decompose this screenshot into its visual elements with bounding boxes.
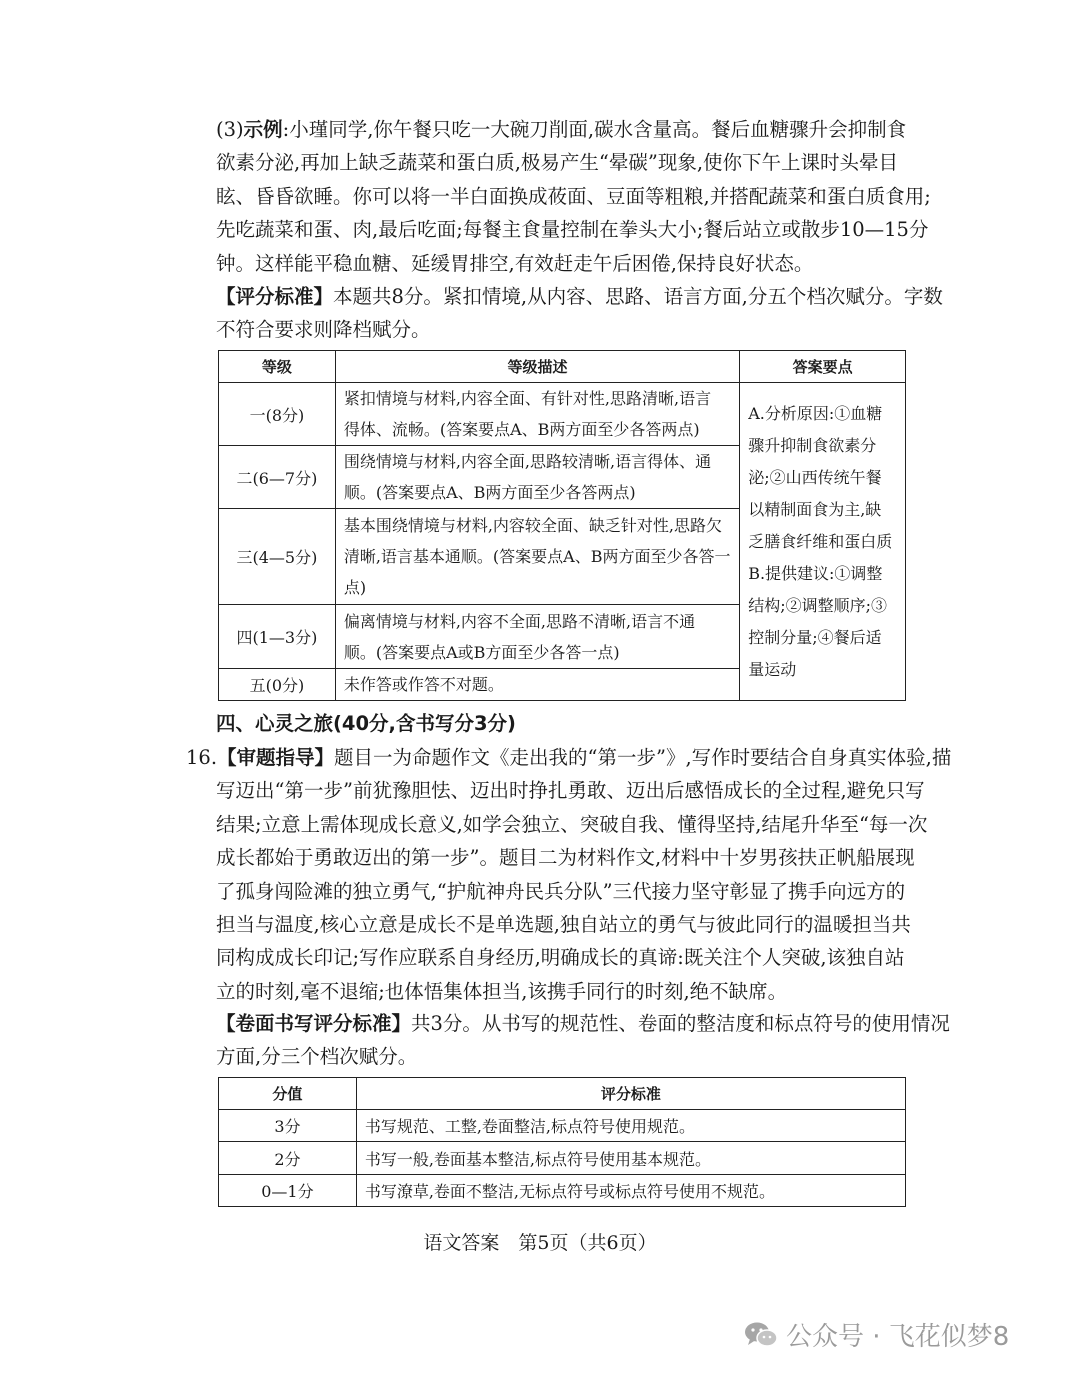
wechat-icon — [744, 1321, 778, 1349]
question-line: 成长都始于勇敢迈出的第一步”。题目二为材料作文,材料中十岁男孩扶正帆船展现 — [216, 846, 915, 870]
header-score: 分值 — [219, 1078, 357, 1110]
scoring-text: 共3分。从书写的规范性、卷面的整洁度和标点符号的使用情况 — [411, 1012, 950, 1035]
description-line: 清晰,语言基本通顺。(答案要点A、B两方面至少各答一 — [343, 547, 731, 566]
description-line: 得体、流畅。(答案要点A、B两方面至少各答两点) — [343, 420, 700, 439]
grading-row — [219, 383, 906, 446]
handwriting-row — [219, 1142, 906, 1175]
header-criteria: 评分标准 — [356, 1078, 905, 1110]
section-title: 四、心灵之旅(40分,含书写分3分) — [216, 712, 516, 735]
scoring-criteria-2 — [216, 1007, 950, 1074]
answer-3-line: 欲素分泌,再加上缺乏蔬菜和蛋白质,极易产生“晕碳”现象,使你下午上课时头晕目 — [216, 151, 899, 175]
description-cell — [335, 383, 739, 446]
grade-cell: 五(0分) — [219, 669, 336, 701]
question-line — [186, 741, 952, 774]
answer-point-line: A.分析原因:①血糖 — [748, 403, 883, 423]
scoring-line — [216, 280, 943, 313]
description-line: 未作答或作答不对题。 — [343, 675, 504, 694]
watermark — [744, 1316, 1009, 1353]
grading-table — [218, 350, 906, 701]
description-line: 基本围绕情境与材料,内容较全面、缺乏针对性,思路欠 — [343, 516, 723, 535]
question-line: 结果;立意上需体现成长意义,如学会独立、突破自我、懂得坚持,结尾升华至“每一次 — [216, 812, 928, 836]
answer-3-paragraph — [216, 113, 931, 280]
answer-point-line: 骤升抑制食欲素分 — [748, 435, 877, 455]
grading-table-header — [219, 351, 906, 383]
question-line: 了孤身闯险滩的独立勇气,“护航神舟民兵分队”三代接力坚守彰显了携手向远方的 — [216, 879, 906, 903]
answer-label: (3) — [216, 118, 244, 141]
question-line: 同构成成长印记;写作应联系自身经历,明确成长的真谛:既关注个人突破,该独自站 — [216, 946, 905, 970]
description-cell — [335, 605, 739, 669]
description-line: 顺。(答案要点A或B方面至少各答一点) — [343, 642, 620, 662]
question-text: 题目一为命题作文《走出我的“第一步”》,写作时要结合自身真实体验,描 — [334, 746, 952, 769]
description-line: 偏离情境与材料,内容不全面,思路不清晰,语言不通 — [343, 611, 696, 631]
criteria-cell: 书写规范、工整,卷面整洁,标点符号使用规范。 — [356, 1110, 905, 1142]
scoring-line: 不符合要求则降档赋分。 — [216, 318, 431, 342]
scoring-criteria-1 — [216, 280, 943, 347]
answer-3-line: 先吃蔬菜和蛋、肉,最后吃面;每餐主食量控制在拳头大小;餐后站立或散步10—15分 — [216, 218, 929, 242]
answer-point-line: 量运动 — [748, 659, 797, 679]
answer-points-cell — [740, 383, 906, 701]
answer-text: :小瑾同学,你午餐只吃一大碗刀削面,碳水含量高。餐后血糖骤升会抑制食 — [282, 118, 907, 141]
criteria-cell: 书写潦草,卷面不整洁,无标点符号或标点符号使用不规范。 — [356, 1175, 905, 1207]
header-description: 等级描述 — [335, 351, 739, 383]
score-cell: 3分 — [219, 1110, 357, 1142]
description-line: 顺。(答案要点A、B两方面至少各答两点) — [343, 483, 636, 502]
question-16 — [186, 741, 952, 1008]
answer-point-line: 控制分量;④餐后适 — [748, 627, 882, 647]
description-cell — [335, 669, 739, 701]
score-cell: 0—1分 — [219, 1175, 357, 1207]
grade-cell: 三(4—5分) — [219, 509, 336, 605]
scoring-label: 【评分标准】 — [216, 285, 334, 308]
question-line: 担当与温度,核心立意是成长不是单选题,独自站立的勇气与彼此同行的温暖担当共 — [216, 912, 911, 936]
description-cell — [335, 509, 739, 605]
handwriting-table-header — [219, 1078, 906, 1110]
guidance-label: 【审题指导】 — [217, 746, 335, 769]
scoring-label: 【卷面书写评分标准】 — [216, 1012, 412, 1035]
answer-3-line: 眩、昏昏欲睡。你可以将一半白面换成莜面、豆面等粗粮,并搭配蔬菜和蛋白质食用; — [216, 184, 931, 208]
answer-point-line: 乏膳食纤维和蛋白质 — [748, 531, 893, 551]
answer-point-line: B.提供建议:①调整 — [748, 563, 883, 583]
scoring-line — [216, 1007, 950, 1040]
description-line: 紧扣情境与材料,内容全面、有针对性,思路清晰,语言 — [343, 389, 712, 408]
description-line: 点) — [343, 578, 367, 597]
question-number: 16. — [186, 746, 218, 769]
page-footer: 语文答案 第5页（共6页） — [423, 1232, 657, 1254]
description-line: 围绕情境与材料,内容全面,思路较清晰,语言得体、通 — [343, 452, 712, 471]
answer-point-line: 以精制面食为主,缺 — [748, 499, 882, 519]
answer-3-line: 钟。这样能平稳血糖、延缓胃排空,有效赶走午后困倦,保持良好状态。 — [216, 251, 814, 275]
header-answer-points: 答案要点 — [740, 351, 906, 383]
watermark-text: 公众号 · 飞花似梦8 — [786, 1322, 1010, 1352]
description-cell — [335, 446, 739, 509]
answer-point-line: 泌;②山西传统午餐 — [748, 467, 882, 487]
score-cell: 2分 — [219, 1142, 357, 1175]
answer-point-line: 结构;②调整顺序;③ — [748, 595, 887, 615]
header-grade: 等级 — [219, 351, 336, 383]
criteria-cell: 书写一般,卷面基本整洁,标点符号使用基本规范。 — [356, 1142, 905, 1175]
question-line: 立的时刻,毫不退缩;也体悟集体担当,该携手同行的时刻,绝不缺席。 — [216, 979, 788, 1003]
example-label: 示例 — [243, 118, 283, 141]
handwriting-row — [219, 1110, 906, 1142]
grade-cell: 二(6—7分) — [219, 446, 336, 509]
grade-cell: 四(1—3分) — [219, 605, 336, 669]
grade-cell: 一(8分) — [219, 383, 336, 446]
handwriting-row — [219, 1175, 906, 1207]
scoring-line: 方面,分三个档次赋分。 — [216, 1045, 418, 1069]
scoring-text: 本题共8分。紧扣情境,从内容、思路、语言方面,分五个档次赋分。字数 — [333, 285, 943, 308]
handwriting-table — [218, 1077, 906, 1207]
question-line: 写迈出“第一步”前犹豫胆怯、迈出时挣扎勇敢、迈出后感悟成长的全过程,避免只写 — [216, 779, 925, 803]
answer-3-line — [216, 113, 916, 146]
